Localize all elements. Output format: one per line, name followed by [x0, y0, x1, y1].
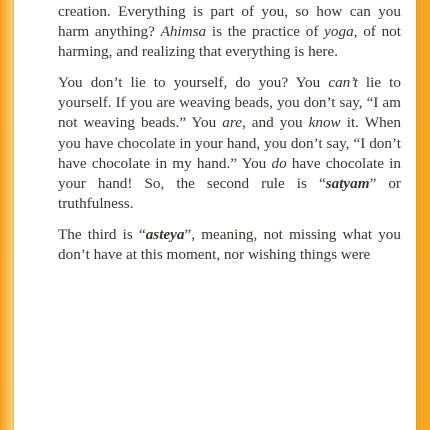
- italic-term: do: [271, 154, 287, 172]
- text-run: , of not harming, and realizing that everything is here.: [58, 23, 401, 61]
- book-page: [14, 0, 416, 430]
- text-run: is the practice of: [206, 23, 325, 41]
- text-run: You don’t lie to yourself, do you? You: [58, 74, 329, 91]
- paragraph-3: [58, 225, 401, 266]
- text-run: The third is “: [58, 226, 146, 243]
- paragraph-1: [58, 2, 401, 63]
- sanskrit-term: satyam: [325, 175, 370, 193]
- text-run: , and you: [241, 114, 309, 132]
- italic-term: are: [222, 114, 242, 132]
- paragraph-2: [58, 73, 401, 214]
- italic-term: Ahimsa: [160, 23, 207, 41]
- italic-term: can’t: [328, 74, 358, 91]
- text-run: ” or truthfulness.: [58, 175, 401, 213]
- italic-term: know: [308, 114, 341, 132]
- text-run: it. When you have chocolate in your hand, you don’t say, “I don’t have chocolate in my hand.” You: [58, 114, 401, 172]
- sanskrit-term: asteya: [145, 226, 185, 243]
- text-run: ”, meaning, not missing what you don’t have at this moment, nor wishing things were: [58, 226, 401, 264]
- text-run: lie to yourself. If you are weaving beads, you don’t say, “I am not weaving beads.” You: [58, 74, 401, 132]
- text-run: have chocolate in your hand! So, the second rule is “: [58, 154, 401, 193]
- italic-term: yoga: [324, 23, 354, 41]
- text-run: creation. Everything is part of you, so how can you harm anything?: [58, 3, 401, 41]
